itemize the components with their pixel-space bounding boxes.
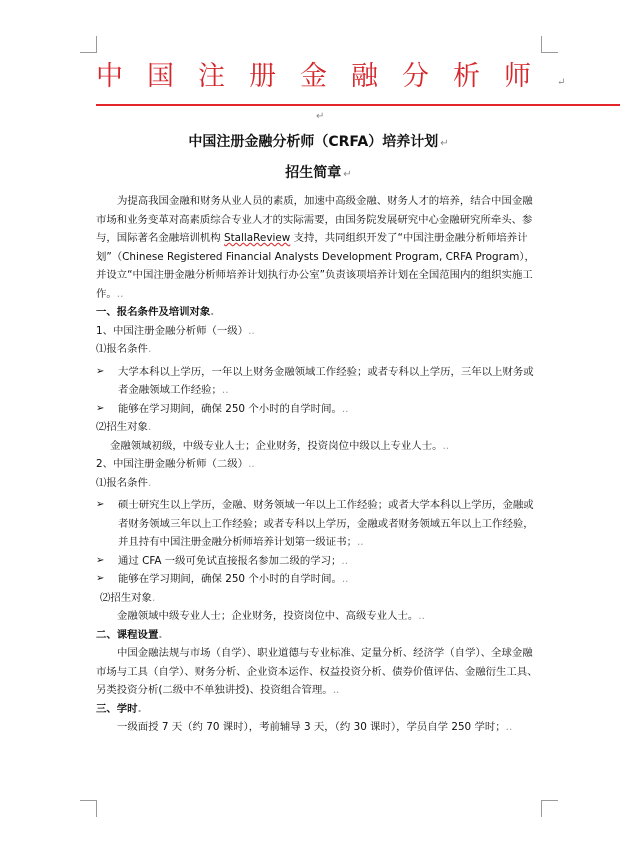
arrow-bullet-icon: ➢ (96, 573, 105, 584)
crop-mark-bottom-right (541, 800, 558, 817)
paragraph-mark-icon: .. (248, 458, 255, 470)
hours-paragraph (96, 718, 542, 737)
section-heading-text: 三、学时 (96, 702, 138, 715)
list-item-text: 能够在学习期间，确保 250 个小时的自学时间。 (118, 573, 342, 585)
arrow-bullet-icon: ➢ (96, 499, 105, 510)
paragraph-mark-icon: .. (505, 721, 513, 733)
crop-mark-bottom-left (80, 800, 97, 817)
conditions-label-text: ⑴报名条件 (96, 343, 148, 355)
list-item (96, 570, 542, 589)
intro-text-b: 支持，共同组织开发了“中国注册金融分析师培养计划”（Chinese Registered Financial Analysts Development Program, CRFA Program），并设立“中国注册金融分析师培养计划执行办公室”负责该项培养计划在全国范围内的组织实施工作。 (96, 232, 535, 300)
level-one-heading-text: 1、中国注册金融分析师（一级） (96, 324, 249, 337)
arrow-bullet-icon: ➢ (96, 554, 105, 566)
paragraph-mark-icon: . (147, 421, 152, 433)
section-heading-enrollment (96, 303, 542, 322)
document-body (96, 192, 542, 737)
paragraph-mark-icon: .. (418, 610, 425, 622)
list-item (96, 552, 542, 571)
list-item-text: 能够在学习期间，确保 250 个小时的自学时间。 (118, 402, 342, 415)
section-heading-text: 一、报名条件及培训对象 (96, 306, 211, 318)
letterhead-title (96, 54, 590, 93)
paragraph-mark-icon: .. (248, 324, 255, 337)
paragraph-mark-icon: ↵ (316, 111, 325, 122)
level-two-target-text (96, 607, 542, 626)
target-label-text: ⑵招生对象 (100, 591, 152, 604)
document-title-text: 中国注册金融分析师（CRFA）培养计划 (188, 134, 439, 150)
level-two-heading (96, 455, 542, 474)
courses-paragraph (96, 644, 542, 700)
paragraph-mark-icon: .. (341, 573, 349, 585)
paragraph-mark-icon: . (147, 343, 152, 355)
arrow-bullet-icon: ➢ (96, 365, 105, 377)
conditions-label-text: ⑴报名条件 (96, 476, 148, 489)
target-text: 金融领域中级专业人士；企业财务，投资岗位中、高级专业人士。 (117, 610, 419, 622)
document-subtitle (96, 162, 541, 182)
arrow-bullet-icon: ➢ (96, 402, 105, 414)
list-item-text: 通过 CFA 一级可免试直接报名参加二级的学习； (118, 554, 342, 567)
level-one-conditions-label (96, 340, 542, 359)
level-one-target-label (96, 418, 542, 437)
list-item (96, 363, 542, 400)
section-heading-text: 二、课程设置 (96, 628, 159, 641)
paragraph-mark-icon: .. (442, 439, 450, 452)
paragraph-mark-icon: .. (356, 536, 364, 548)
paragraph-mark-icon: . (210, 306, 215, 318)
paragraph-mark-icon: ↵ (440, 138, 449, 149)
section-heading-hours (96, 700, 542, 719)
paragraph-mark-icon: .. (341, 554, 349, 567)
section-heading-courses (96, 626, 542, 645)
list-item-text: 硕士研究生以上学历，金融、财务领域一年以上工作经验；或者大学本科以上学历，金融或者财务领域三年以上工作经验；或者专科以上学历，金融或者财务领域五年以上工作经验，并且持有中国注册金融分析师培养计划第一级证书； (118, 499, 534, 548)
paragraph-mark-icon: . (158, 628, 163, 641)
document-title (96, 131, 541, 151)
brand-name: StallaReview (224, 232, 291, 244)
crop-mark-top-left (80, 36, 97, 53)
list-item (96, 400, 542, 419)
list-item-text: 大学本科以上学历，一年以上财务金融领域工作经验；或者专科以上学历，三年以上财务或者金融领域工作经验； (118, 365, 534, 396)
level-two-target-label (96, 589, 542, 608)
level-one-target-text (96, 437, 542, 456)
document-subtitle-text: 招生简章 (285, 165, 342, 181)
list-item (96, 496, 542, 552)
paragraph-mark-icon: .. (332, 684, 340, 696)
level-two-heading-text: 2、中国注册金融分析师（二级） (96, 458, 249, 470)
paragraph-mark-icon: . (137, 702, 142, 715)
courses-text: 中国金融法规与市场（自学）、职业道德与专业标准、定量分析、经济学（自学）、全球金融市场与工具（自学）、财务分析、企业资本运作、权益投资分析、债券价值评估、金融衍生工具、另类投资分析(二级中不单独讲授)、投资组合管理。 (96, 647, 538, 696)
level-two-conditions-label (96, 474, 542, 493)
level-one-heading (96, 322, 542, 341)
intro-paragraph (96, 192, 542, 303)
letterhead-title-text: 中国注册金融分析师 (96, 61, 555, 92)
letterhead-rule (96, 104, 620, 106)
paragraph-mark-icon: ↵ (557, 77, 590, 88)
paragraph-mark-icon: .. (116, 287, 124, 300)
crop-mark-top-right (541, 36, 558, 53)
paragraph-mark-icon: . (151, 591, 156, 604)
target-label-text: ⑵招生对象 (96, 421, 148, 433)
intro-text-a: 为提高我国金融和财务从业人员的素质，加速中高级金融、财务人才的培养，结合中国金融市场和业务变革对高素质综合专业人才的实际需要，由国务院发展研究中心金融研究所牵头、参与，国际著名金融培训机构 (96, 195, 533, 244)
target-text: 金融领域初级，中级专业人士；企业财务，投资岗位中级以上专业人士。 (110, 439, 443, 452)
paragraph-mark-icon: .. (341, 402, 349, 415)
paragraph-mark-icon: .. (221, 384, 229, 396)
paragraph-mark-icon: . (147, 476, 152, 489)
paragraph-mark-icon: ↵ (343, 169, 352, 180)
hours-text: 一级面授 7 天（约 70 课时），考前辅导 3 天，（约 30 课时），学员自学 250 学时； (117, 721, 506, 733)
